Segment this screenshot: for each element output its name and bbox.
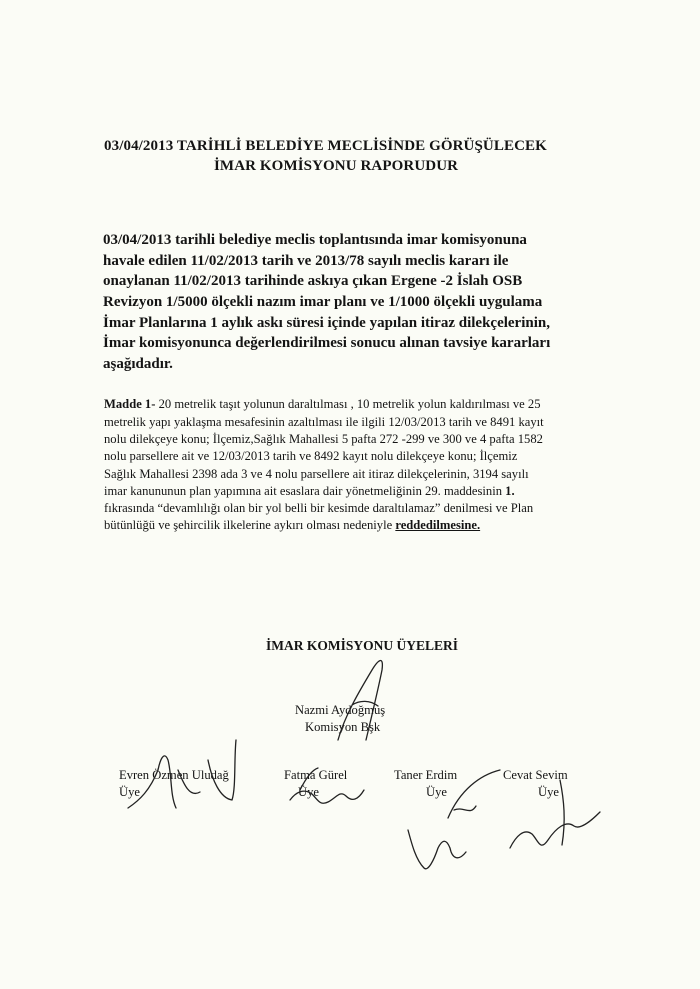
madde-line: nolu parsellere ait ve 12/03/2013 tarih ve 8492 kayıt nolu dilekçeye konu; İlçemiz bbox=[104, 449, 518, 463]
member-role: Üye bbox=[298, 785, 319, 799]
madde-text: 20 metrelik taşıt yolunun daraltılması , 10 metrelik yolun kaldırılması ve 25 bbox=[155, 397, 541, 411]
intro-line: onaylanan 11/02/2013 tarihinde askıya çıkan Ergene -2 İslah OSB bbox=[103, 273, 523, 289]
decision-text: reddedilmesine. bbox=[395, 518, 481, 532]
intro-line: İmar Planlarına 1 aylık askı süresi içinde yapılan itiraz dilekçelerinin, bbox=[103, 315, 550, 331]
madde-line bbox=[104, 396, 541, 414]
intro-line: aşağıdadır. bbox=[103, 356, 173, 372]
member-3-signature bbox=[408, 770, 500, 869]
madde-line: Sağlık Mahallesi 2398 ada 3 ve 4 nolu parsellere ait itiraz dilekçelerinin, 3194 sayılı bbox=[104, 467, 529, 481]
report-title-line-2: İMAR KOMİSYONU RAPORUDUR bbox=[214, 158, 459, 174]
intro-line: 03/04/2013 tarihli belediye meclis toplantısında imar komisyonuna bbox=[103, 232, 527, 248]
member-name: Taner Erdim bbox=[394, 768, 458, 782]
madde-line: metrelik yapı yaklaşma mesafesinin azaltılması ile ilgili 12/03/2013 tarih ve 8491 kayıt bbox=[104, 415, 544, 429]
member-role: Üye bbox=[119, 785, 140, 799]
intro-line: havale edilen 11/02/2013 tarih ve 2013/78 sayılı meclis kararı ile bbox=[103, 253, 509, 269]
committee-heading: İMAR KOMİSYONU ÜYELERİ bbox=[266, 638, 459, 653]
member-role: Üye bbox=[426, 785, 447, 799]
madde-bold-number: 1. bbox=[505, 484, 515, 498]
madde-line bbox=[104, 483, 515, 501]
intro-line: İmar komisyonunca değerlendirilmesi sonucu alınan tavsiye kararları bbox=[103, 335, 551, 351]
madde-label: Madde 1- bbox=[104, 397, 156, 411]
chair-name: Nazmi Aydoğmuş bbox=[295, 703, 386, 717]
madde-line bbox=[104, 517, 480, 535]
member-role: Üye bbox=[538, 785, 559, 799]
intro-line: Revizyon 1/5000 ölçekli nazım imar planı ve 1/1000 ölçekli uygulama bbox=[103, 294, 543, 310]
madde-text: imar kanununun plan yapımına ait esaslara dair yönetmeliğinin 29. maddesinin bbox=[104, 484, 503, 498]
report-title-line-1: 03/04/2013 TARİHLİ BELEDİYE MECLİSİNDE GÖRÜŞÜLECEK bbox=[104, 138, 547, 154]
member-name: Fatma Gürel bbox=[284, 768, 348, 782]
member-name: Cevat Sevim bbox=[503, 768, 568, 782]
chair-title: Komisyon Bşk bbox=[305, 720, 381, 734]
member-name: Evren Özmen Uludağ bbox=[119, 768, 229, 782]
madde-line: fıkrasında “devamlılığı olan bir yol belli bir kesimde daraltılamaz” denilmesi ve Plan bbox=[104, 501, 534, 515]
madde-text: bütünlüğü ve şehircilik ilkelerine aykırı olması nedeniyle bbox=[104, 518, 396, 532]
madde-line: nolu dilekçeye konu; İlçemiz,Sağlık Mahallesi 5 pafta 272 -299 ve 300 ve 4 pafta 1582 bbox=[104, 432, 543, 446]
